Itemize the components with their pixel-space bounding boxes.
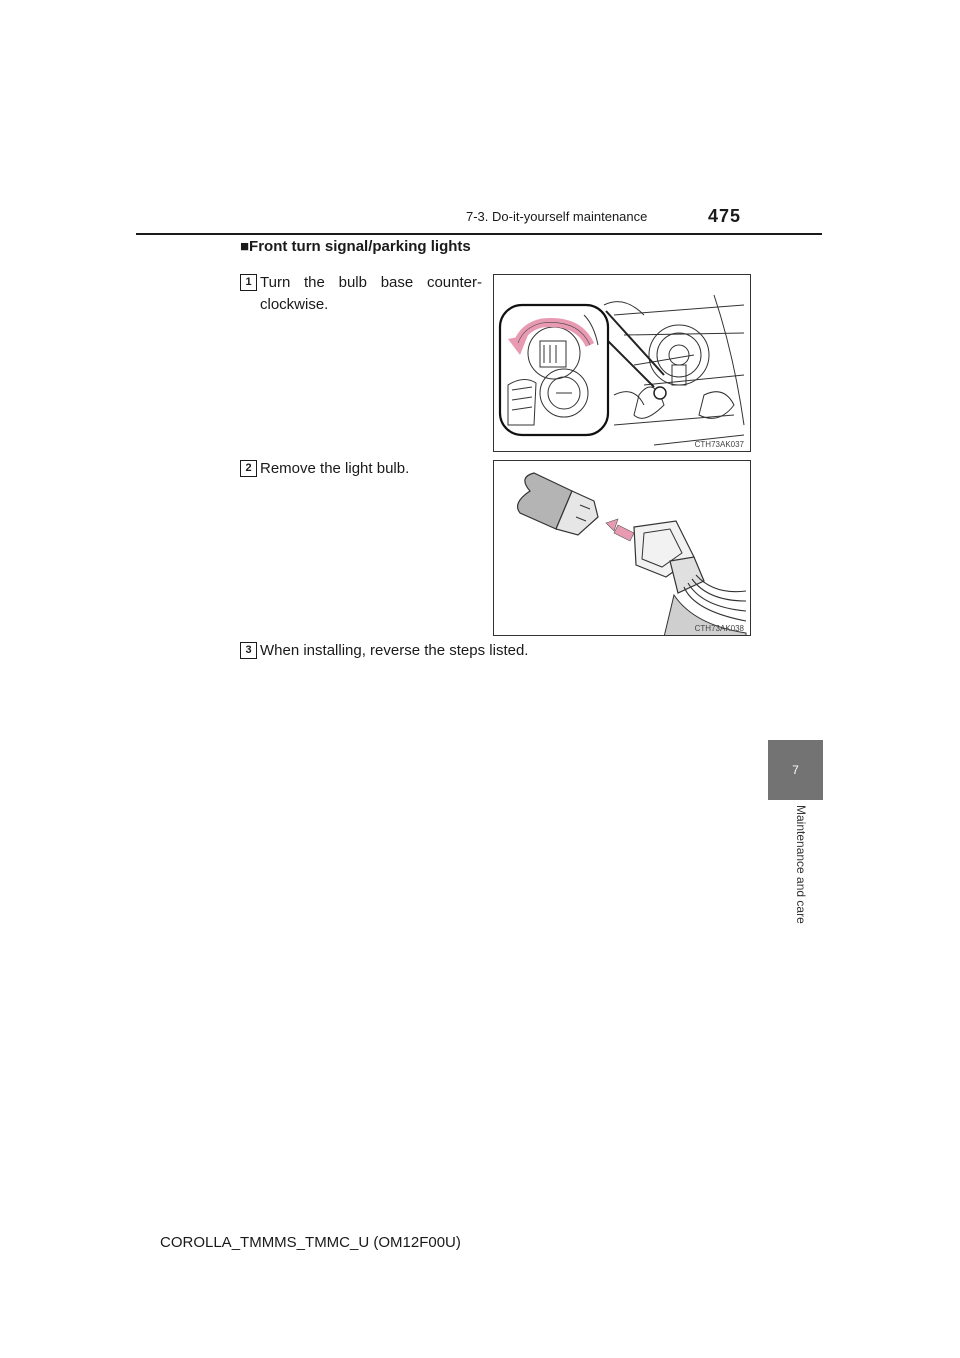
figure-bulb-removal bbox=[493, 460, 751, 636]
step-text-1: Turn the bulb base counter-clockwise. bbox=[260, 274, 482, 313]
section-title: ■Front turn signal/parking lights bbox=[240, 238, 471, 255]
step-number-3: 3 bbox=[240, 642, 257, 659]
header-rule bbox=[136, 233, 822, 235]
step-number-2: 2 bbox=[240, 460, 257, 477]
chapter-tab: 7 bbox=[768, 740, 823, 800]
figure-bulb-base-rotation bbox=[493, 274, 751, 452]
page-number: 475 bbox=[708, 206, 742, 226]
step-number-1: 1 bbox=[240, 274, 257, 291]
document-footer: COROLLA_TMMMS_TMMC_U (OM12F00U) bbox=[160, 1234, 461, 1251]
step-text-2: Remove the light bulb. bbox=[260, 460, 410, 477]
bulb-socket-illustration bbox=[494, 461, 750, 635]
chapter-label: Maintenance and care bbox=[794, 805, 808, 924]
running-header: 7-3. Do-it-yourself maintenance bbox=[466, 209, 648, 224]
step-text-3: When installing, reverse the steps listed. bbox=[260, 642, 529, 659]
figure-code-1: CTH73AK037 bbox=[694, 440, 744, 449]
headlight-assembly-illustration bbox=[494, 275, 750, 451]
figure-code-2: CTH73AK038 bbox=[694, 624, 744, 633]
